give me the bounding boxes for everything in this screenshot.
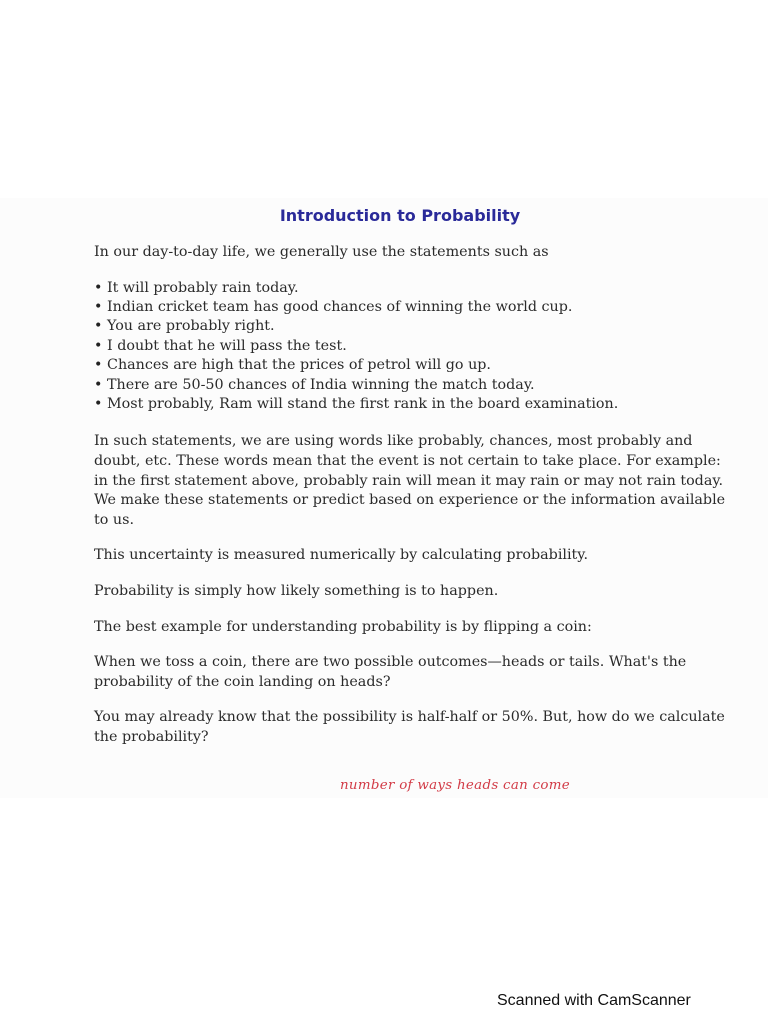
- statements-paragraph: In such statements, we are using words like probably, chances, most probably and doubt, etc. These words mean that the event is not certain to take place. For example: in the first statement above, probably rain will mean it may rain or may not rain today. We make these statements or predict based on experience or the information available to us.: [94, 433, 726, 528]
- list-item: • It will probably rain today.: [94, 279, 734, 298]
- list-item: • Indian cricket team has good chances of winning the world cup.: [94, 298, 734, 317]
- camscanner-watermark: Scanned with CamScanner: [497, 992, 691, 1009]
- list-item: • Chances are high that the prices of petrol will go up.: [94, 356, 734, 375]
- uncertainty-paragraph: This uncertainty is measured numerically by calculating probability.: [94, 547, 589, 564]
- coin-example-paragraph: The best example for understanding probability is by flipping a coin:: [94, 618, 592, 635]
- list-item: • Most probably, Ram will stand the first rank in the board examination.: [94, 395, 734, 414]
- formula-numerator: number of ways heads can come: [340, 778, 570, 793]
- coin-toss-paragraph: When we toss a coin, there are two possible outcomes—heads or tails. What's the probability of the coin landing on heads?: [94, 654, 687, 690]
- example-statements-list: [94, 279, 734, 415]
- intro-paragraph: In our day-to-day life, we generally use the statements such as: [94, 244, 549, 260]
- definition-paragraph: Probability is simply how likely something is to happen.: [94, 583, 499, 599]
- list-item: • You are probably right.: [94, 317, 734, 336]
- calculate-paragraph: You may already know that the possibility is half-half or 50%. But, how do we calculate the probability?: [94, 709, 725, 745]
- list-item: • I doubt that he will pass the test.: [94, 337, 734, 356]
- document-body: [94, 206, 734, 764]
- list-item: • There are 50-50 chances of India winning the match today.: [94, 376, 734, 395]
- page-title: Introduction to Probability: [279, 206, 521, 225]
